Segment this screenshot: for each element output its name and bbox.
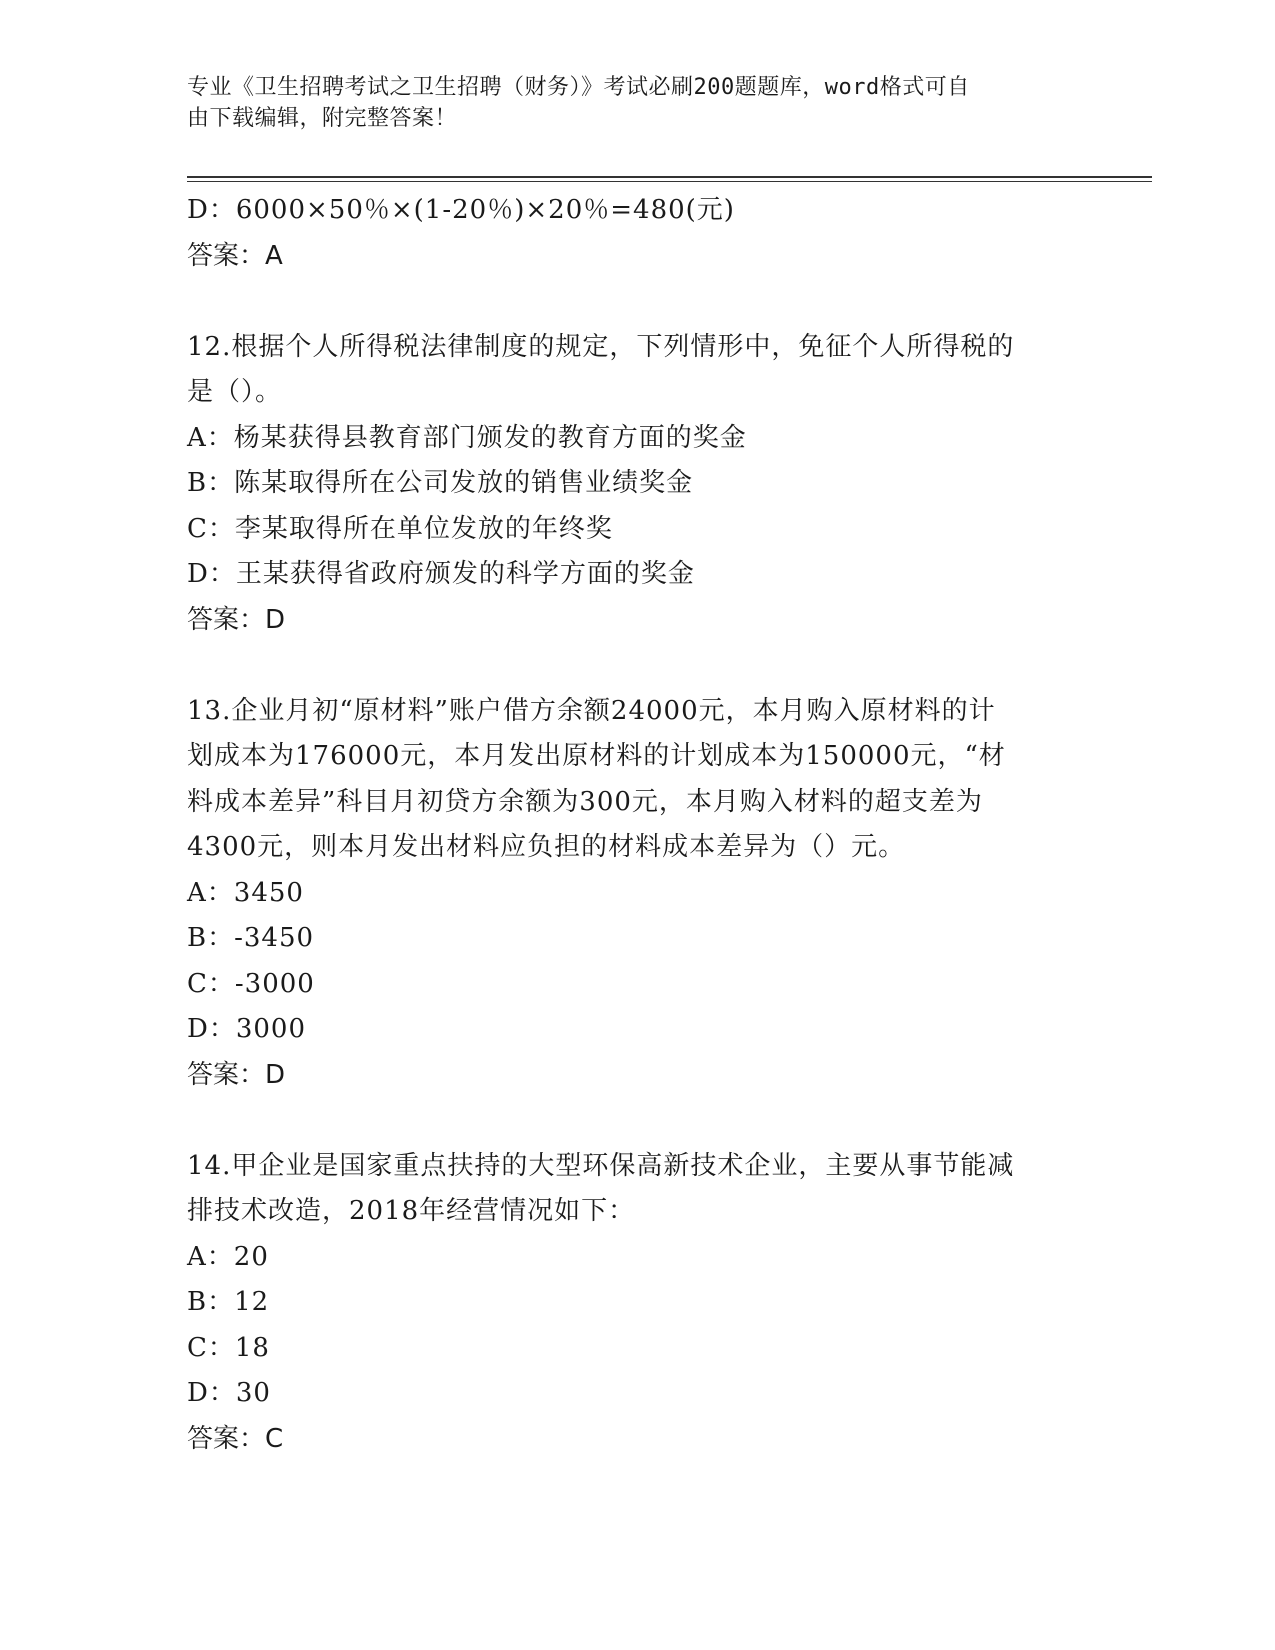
question-stem-line: 4300元，则本月发出材料应负担的材料成本差异为（）元。 bbox=[187, 832, 906, 862]
option-c: C：-3000 bbox=[187, 968, 315, 999]
spacer bbox=[187, 279, 1087, 325]
option-d: D：3000 bbox=[187, 1014, 307, 1044]
option-a: A：3450 bbox=[187, 877, 304, 908]
option-d: D：王某获得省政府颁发的科学方面的奖金 bbox=[187, 559, 695, 589]
question-stem-line: 13.企业月初“原材料”账户借方余额24000元，本月购入原材料的计 bbox=[187, 695, 996, 726]
option-c: C：18 bbox=[187, 1332, 270, 1363]
option-a: A：杨某获得县教育部门颁发的教育方面的奖金 bbox=[187, 422, 747, 453]
question-stem-line: 14.甲企业是国家重点扶持的大型环保高新技术企业，主要从事节能减 bbox=[187, 1150, 1015, 1181]
option-d: D：30 bbox=[187, 1378, 271, 1408]
question-13 bbox=[187, 689, 1087, 1099]
option-b: B：-3450 bbox=[187, 923, 315, 953]
option-c: C：李某取得所在单位发放的年终奖 bbox=[187, 513, 613, 544]
question-stem-line: 划成本为176000元，本月发出原材料的计划成本为150000元，“材 bbox=[187, 741, 1006, 771]
question-stem-line: 是（）。 bbox=[187, 377, 283, 407]
question-12 bbox=[187, 325, 1087, 644]
spacer bbox=[187, 1098, 1087, 1144]
header-line-1: 专业《卫生招聘考试之卫生招聘（财务）》考试必刷200题题库，word格式可自 bbox=[187, 75, 970, 100]
option-a: A：20 bbox=[187, 1241, 269, 1272]
header-line-2: 由下载编辑，附完整答案！ bbox=[187, 106, 458, 131]
prev-answer: 答案：A bbox=[187, 240, 283, 271]
answer: 答案：D bbox=[187, 1059, 286, 1090]
option-b: B：12 bbox=[187, 1287, 270, 1317]
answer: 答案：C bbox=[187, 1423, 284, 1454]
document-body bbox=[187, 188, 1087, 1462]
header-divider-thin bbox=[187, 181, 1152, 182]
question-14 bbox=[187, 1144, 1087, 1463]
question-stem-line: 排技术改造，2018年经营情况如下： bbox=[187, 1196, 636, 1226]
header-divider-thick bbox=[187, 176, 1152, 178]
spacer bbox=[187, 643, 1087, 689]
option-b: B：陈某取得所在公司发放的销售业绩奖金 bbox=[187, 468, 694, 498]
answer: 答案：D bbox=[187, 604, 286, 635]
question-stem-line: 12.根据个人所得税法律制度的规定，下列情形中，免征个人所得税的 bbox=[187, 331, 1015, 362]
document-header bbox=[187, 72, 1067, 134]
question-stem-line: 料成本差异”科目月初贷方余额为300元，本月购入材料的超支差为 bbox=[187, 786, 983, 817]
prev-option-d: D：6000×50％×(1-20％)×20％=480(元) bbox=[187, 195, 735, 225]
